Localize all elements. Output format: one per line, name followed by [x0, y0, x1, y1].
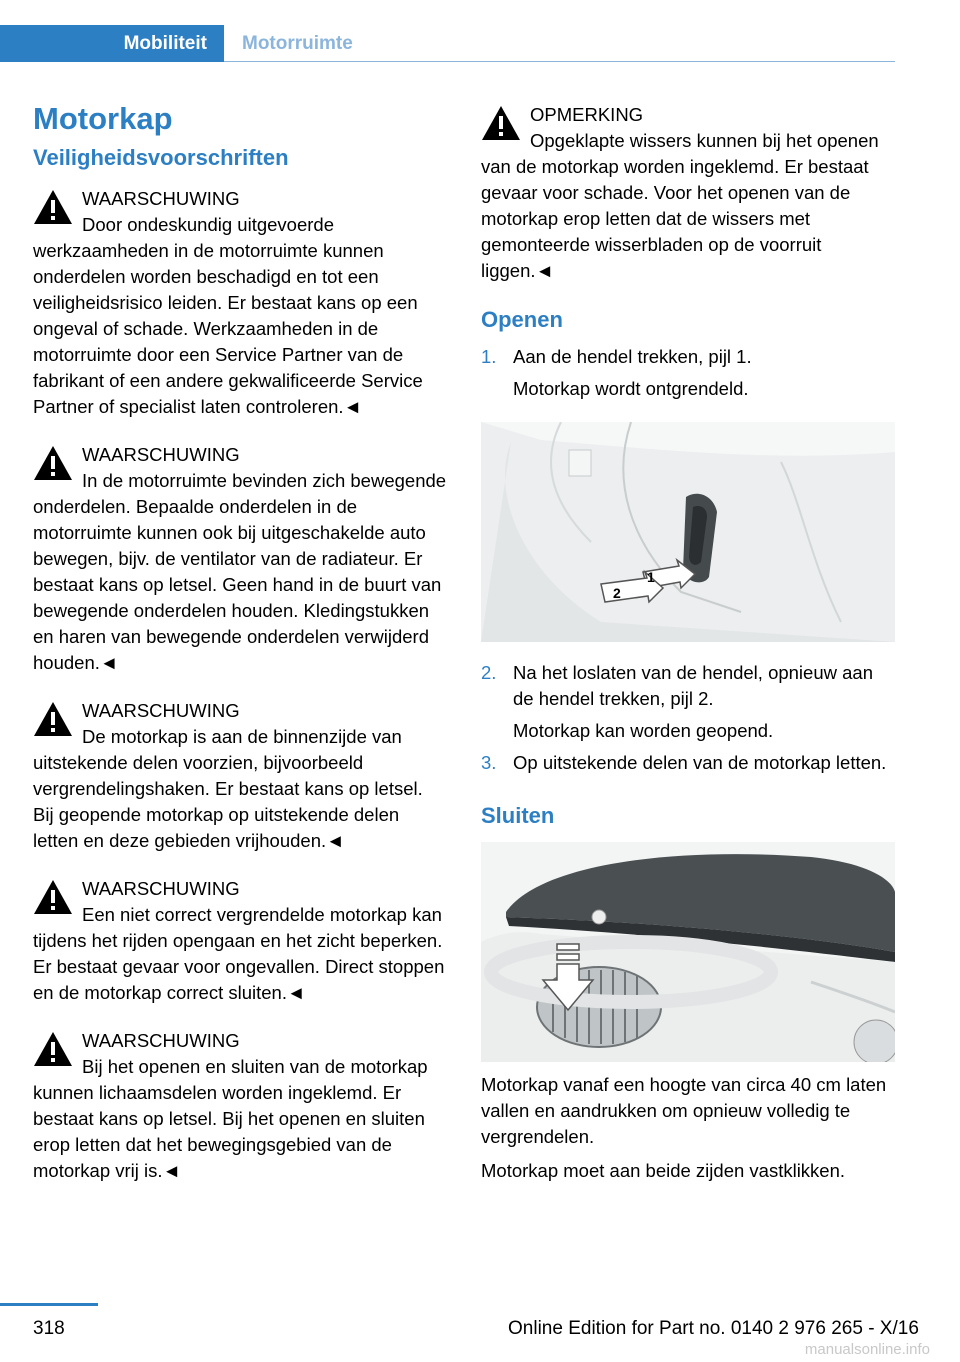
warning-triangle-icon — [33, 701, 73, 737]
warning-label: WAARSCHUWING — [82, 188, 240, 209]
step-number: 1. — [481, 346, 497, 367]
arrow-1-label: 1 — [647, 569, 655, 585]
warning-label: WAARSCHUWING — [82, 700, 240, 721]
step-number: 2. — [481, 662, 497, 683]
right-column — [481, 102, 896, 1192]
openen-heading: Openen — [481, 307, 563, 332]
edition-text: Online Edition for Part no. 0140 2 976 265 - X/16 — [508, 1318, 919, 1339]
page-number: 318 — [33, 1318, 65, 1339]
left-column — [33, 96, 448, 1206]
hood-closing-illustration — [481, 842, 895, 1062]
warning-triangle-icon — [33, 1031, 73, 1067]
warning-triangle-icon — [33, 189, 73, 225]
hood-release-lever-illustration — [481, 422, 895, 642]
note-text: Opgeklapte wissers kunnen bij het openen van de motorkap worden ingeklemd. Er bestaat gevaar voor schade. Voor het openen van de motorkap erop letten dat de wissers met gemonteerde wisserbladen op de voorruit liggen.◄ — [481, 130, 879, 281]
step-result: Motorkap kan worden geopend. — [513, 720, 774, 741]
tab-motorruimte[interactable]: Motorruimte — [242, 32, 353, 54]
warning-block — [33, 876, 448, 1006]
warning-label: WAARSCHUWING — [82, 444, 240, 465]
openen-steps — [481, 344, 896, 402]
warning-text: Door ondeskundig uitgevoerde werkzaamheden in de motorruimte kunnen onderdelen worden beschadigd en tot een veiligheidsrisico leiden. Er bestaat kans op een ongeval of schade. Werkzaamheden in de motorruimte door een Service Partner van de fabrikant of een andere gekwalificeerde Service Partner of specialist laten controleren.◄ — [33, 214, 423, 417]
sluiten-heading: Sluiten — [481, 803, 555, 828]
warning-label: WAARSCHUWING — [82, 878, 240, 899]
sluiten-paragraph-1: Motorkap vanaf een hoogte van circa 40 cm laten vallen en aandrukken om opnieuw volledig te vergrendelen. — [481, 1074, 887, 1147]
warning-text: Een niet correct vergrendelde motorkap kan tijdens het rijden opengaan en het zicht beperken. Er bestaat gevaar voor ongevallen. Direct stoppen en de motorkap correct sluiten.◄ — [33, 904, 445, 1003]
step-text: Op uitstekende delen van de motorkap letten. — [513, 752, 887, 773]
warning-triangle-icon — [33, 445, 73, 481]
warning-block — [33, 1028, 448, 1184]
step-text: Aan de hendel trekken, pijl 1. — [513, 346, 752, 367]
warning-triangle-icon — [481, 105, 521, 141]
header-rule — [224, 61, 895, 62]
header-tabs — [0, 25, 895, 62]
warning-triangle-icon — [33, 879, 73, 915]
step-result: Motorkap wordt ontgrendeld. — [513, 378, 749, 399]
footer-rule — [0, 1303, 98, 1306]
warning-text: In de motorruimte bevinden zich bewegende onderdelen. Bepaalde onderdelen in de motorruimte kunnen ook bij uitgeschakelde auto bewegen, bijv. de ventilator van de radiateur. Er bestaat kans op letsel. Geen hand in de buurt van bewegende onderdelen houden. Kledingstukken en haren van bewegende onderdelen verwijderd houden.◄ — [33, 470, 447, 673]
openen-steps-continued — [481, 660, 896, 776]
warning-text: Bij het openen en sluiten van de motorkap kunnen lichaamsdelen worden ingeklemd. Er bestaat kans op letsel. Bij het openen en sluiten erop letten dat het bewegingsgebied van de motorkap vrij is.◄ — [33, 1056, 428, 1181]
step-item — [481, 660, 896, 744]
note-label: OPMERKING — [530, 104, 644, 125]
safety-heading: Veiligheidsvoorschriften — [33, 145, 289, 170]
step-number: 3. — [481, 752, 497, 773]
sluiten-paragraph-2: Motorkap moet aan beide zijden vastklikken. — [481, 1160, 846, 1181]
step-item — [481, 344, 896, 402]
step-text: Na het loslaten van de hendel, opnieuw aan de hendel trekken, pijl 2. — [513, 662, 873, 709]
note-block — [481, 102, 896, 284]
watermark: manualsonline.info — [804, 1341, 930, 1358]
hood-closing-image — [481, 842, 895, 1062]
arrow-2-label: 2 — [613, 585, 621, 601]
warning-text: De motorkap is aan de binnenzijde van uitstekende delen voorzien, bijvoorbeeld vergrendelingshaken. Er bestaat kans op letsel. Bij geopende motorkap op uitstekende delen letten en deze gebieden vrijhouden.◄ — [33, 726, 423, 851]
warning-block — [33, 698, 448, 854]
page-title: Motorkap — [33, 101, 173, 136]
warning-block — [33, 186, 448, 420]
warning-label: WAARSCHUWING — [82, 1030, 240, 1051]
step-item — [481, 750, 896, 776]
hood-release-lever-image — [481, 422, 895, 642]
tab-mobiliteit[interactable]: Mobiliteit — [0, 25, 224, 62]
warning-block — [33, 442, 448, 676]
